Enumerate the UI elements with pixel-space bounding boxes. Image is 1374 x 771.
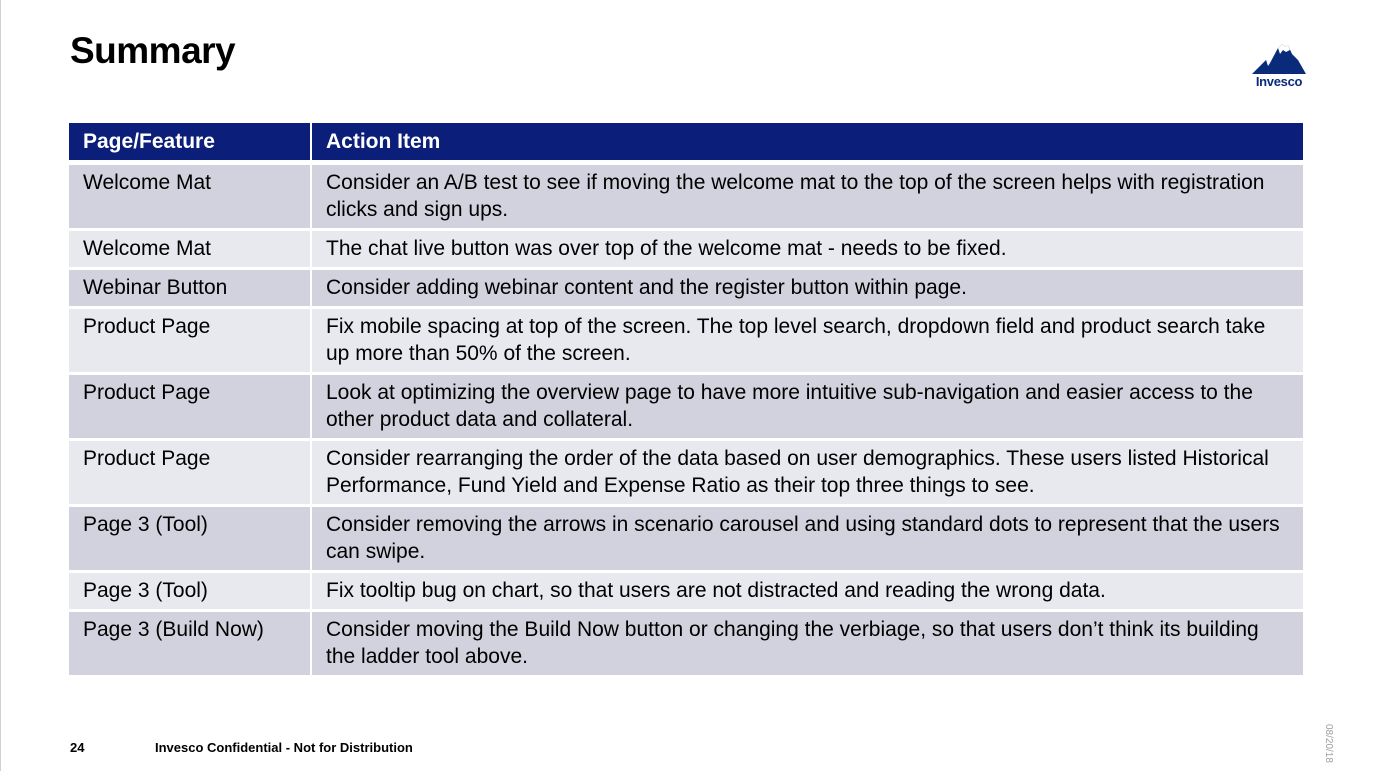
table-row [69,506,1303,572]
table-row [69,572,1303,611]
cell-action: Look at optimizing the overview page to have more intuitive sub-navigation and easier access to the other product data and collateral. [311,374,1303,440]
cell-page: Webinar Button [69,269,311,308]
table-row [69,230,1303,269]
table-row [69,163,1303,230]
mountain-logo-icon [1248,40,1310,76]
cell-page: Page 3 (Build Now) [69,611,311,677]
cell-page: Page 3 (Tool) [69,572,311,611]
summary-table [69,123,1303,678]
cell-action: The chat live button was over top of the welcome mat - needs to be fixed. [311,230,1303,269]
table-row [69,308,1303,374]
cell-action: Fix tooltip bug on chart, so that users are not distracted and reading the wrong data. [311,572,1303,611]
table-row [69,374,1303,440]
cell-action: Consider moving the Build Now button or changing the verbiage, so that users don’t think its building the ladder tool above. [311,611,1303,677]
page-number: 24 [70,740,85,755]
table-row [69,611,1303,677]
cell-action: Consider rearranging the order of the data based on user demographics. These users listed Historical Performance, Fund Yield and Expense Ratio as their top three things to see. [311,440,1303,506]
cell-page: Page 3 (Tool) [69,506,311,572]
cell-page: Product Page [69,440,311,506]
cell-action: Consider an A/B test to see if moving the welcome mat to the top of the screen helps with registration clicks and sign ups. [311,163,1303,230]
table-row [69,440,1303,506]
cell-action: Fix mobile spacing at top of the screen. The top level search, dropdown field and product search take up more than 50% of the screen. [311,308,1303,374]
header-page-feature: Page/Feature [69,123,311,163]
logo-wordmark: Invesco [1255,74,1303,89]
cell-action: Consider removing the arrows in scenario carousel and using standard dots to represent that the users can swipe. [311,506,1303,572]
cell-page: Product Page [69,308,311,374]
header-action-item: Action Item [311,123,1303,163]
cell-page: Welcome Mat [69,163,311,230]
confidential-notice: Invesco Confidential - Not for Distribution [155,740,413,755]
table-header-row [69,123,1303,163]
cell-page: Welcome Mat [69,230,311,269]
cell-page: Product Page [69,374,311,440]
slide-date: 08/20/18 [1323,724,1334,763]
invesco-logo [1248,40,1310,92]
slide-title: Summary [70,30,236,71]
table-row [69,269,1303,308]
cell-action: Consider adding webinar content and the register button within page. [311,269,1303,308]
slide-left-border [0,0,1,771]
